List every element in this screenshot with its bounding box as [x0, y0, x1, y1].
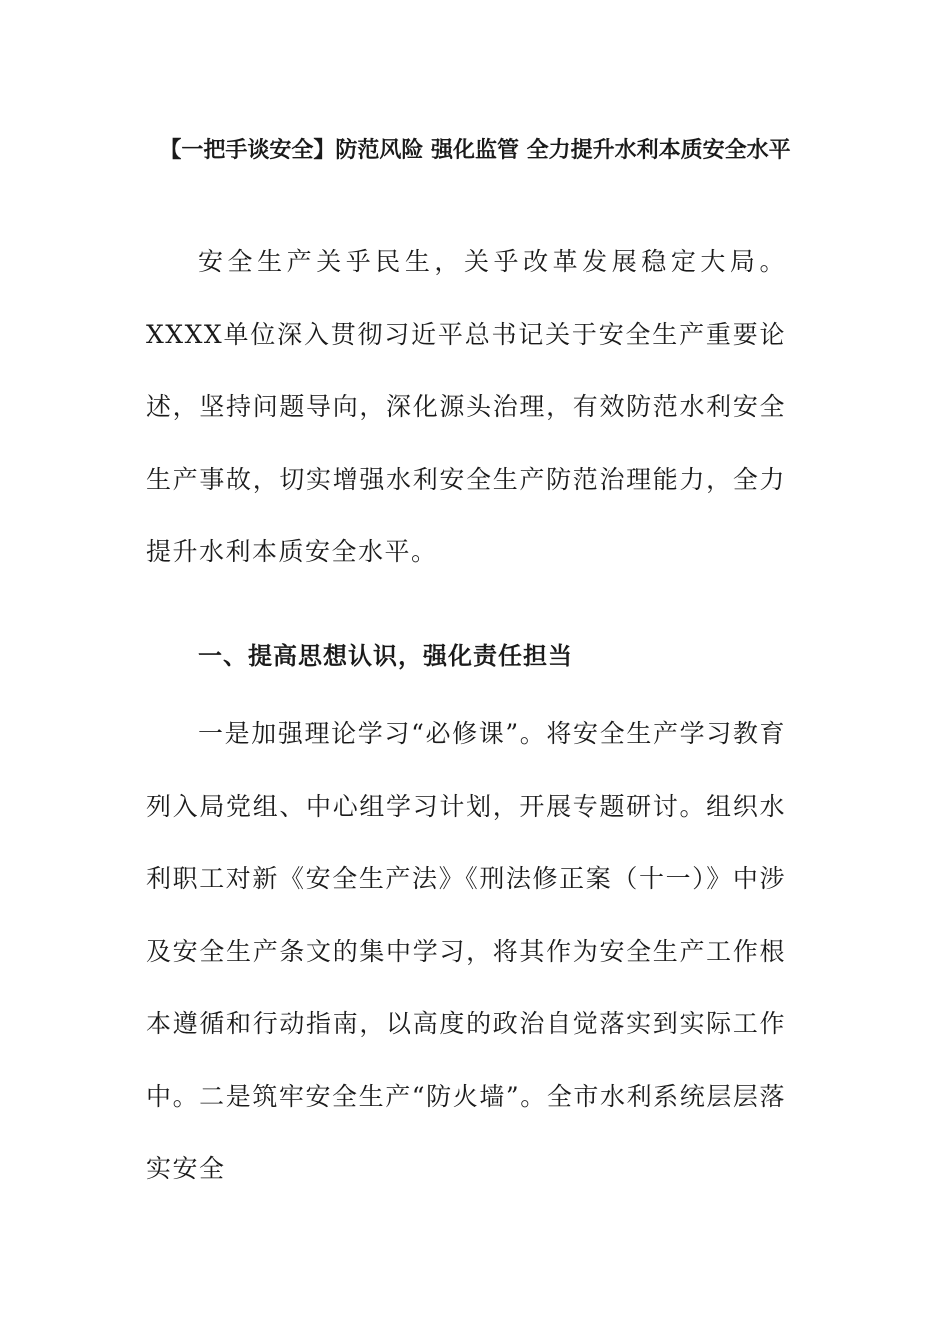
document-title: 【一把手谈安全】防范风险 强化监管 全力提升水利本质安全水平 — [159, 138, 791, 163]
section-paragraph: 一是加强理论学习“必修课”。将安全生产学习教育列入局党组、中心组学习计划，开展专题研讨。组织水利职工对新《安全生产法》《刑法修正案（十一）》中涉及安全生产条文的集中学习，将其作为安全生产工作根本遵循和行动指南，以高度的政治自觉落实到实际工作中。二是筑牢安全生产“防火墙”。全市水利系统层层落实安全 — [146, 719, 786, 1183]
section-heading: 一、提高思想认识，强化责任担当 — [198, 642, 573, 670]
intro-paragraph: 安全生产关乎民生，关乎改革发展稳定大局。XXXX单位深入贯彻习近平总书记关于安全生产重要论述，坚持问题导向，深化源头治理，有效防范水利安全生产事故，切实增强水利安全生产防范治理能力，全力提升水利本质安全水平。 — [146, 247, 786, 566]
